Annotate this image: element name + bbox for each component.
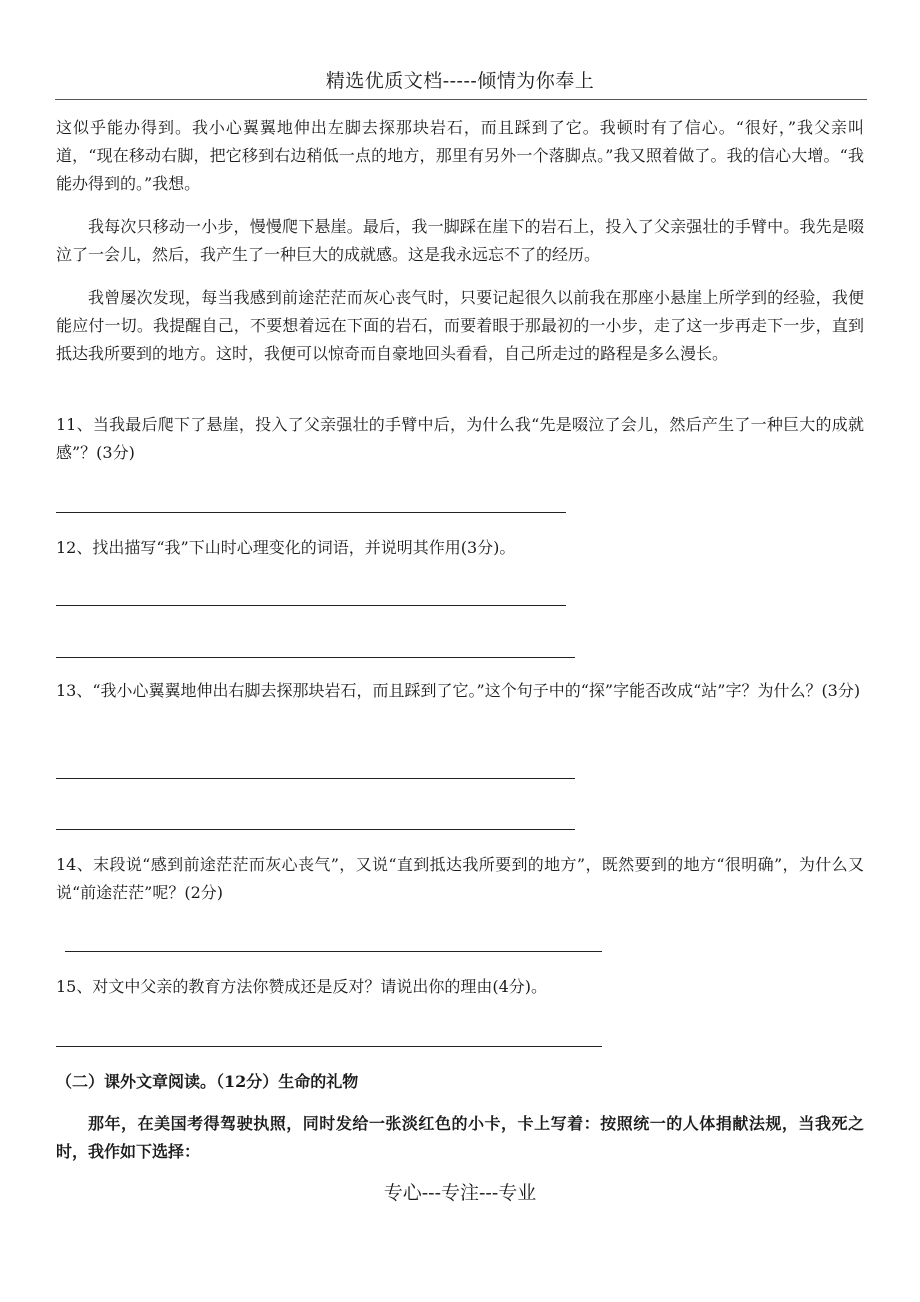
page-footer-text: 专心---专注---专业: [383, 1182, 537, 1204]
passage-paragraph-3: 我曾屡次发现，每当我感到前途茫茫而灰心丧气时，只要记起很久以前我在那座小悬崖上所学到的经验，我便能应付一切。我提醒自己，不要想着远在下面的岩石，而要着眼于那最初的一小步，走了这一步再走下一步，直到抵达我所要到的地方。这时，我便可以惊奇而自豪地回头看看，自己所走过的路程是多么漫长。: [56, 288, 864, 363]
question-12: 12、找出描写“我”下山时心理变化的词语，并说明其作用(3分)。: [56, 538, 516, 557]
header-divider: [55, 99, 867, 100]
section-2-paragraph-1: 那年，在美国考得驾驶执照，同时发给一张淡红色的小卡，卡上写着：按照统一的人体捐献法规，当我死之时，我作如下选择：: [56, 1114, 864, 1161]
question-13: 13、“我小心翼翼地伸出右脚去探那块岩石，而且踩到了它。”这个句子中的“探”字能否改成“站”字？为什么？(3分): [56, 681, 861, 700]
section-2-heading: （二）课外文章阅读。（12分）生命的礼物: [56, 1072, 359, 1091]
answer-line-q12-a[interactable]: [56, 605, 566, 606]
passage-paragraph-1: 这似乎能办得到。我小心翼翼地伸出左脚去探那块岩石，而且踩到了它。我顿时有了信心。“很好，”我父亲叫道，“现在移动右脚，把它移到右边稍低一点的地方，那里有另外一个落脚点。”我又照着做了。我的信心大增。“我能办得到的。”我想。: [56, 118, 864, 193]
question-15: 15、对文中父亲的教育方法你赞成还是反对？请说出你的理由(4分)。: [56, 977, 548, 996]
answer-line-q13-b[interactable]: [56, 829, 575, 830]
answer-line-q13-a[interactable]: [56, 778, 575, 779]
question-11: 11、当我最后爬下了悬崖，投入了父亲强壮的手臂中后，为什么我“先是啜泣了会儿，然后产生了一种巨大的成就感”？(3分): [56, 415, 864, 462]
answer-line-q14[interactable]: [65, 951, 602, 952]
question-14: 14、末段说“感到前途茫茫而灰心丧气”，又说“直到抵达我所要到的地方”，既然要到的地方“很明确”，为什么又说“前途茫茫”呢？(2分): [56, 855, 864, 902]
answer-line-q11[interactable]: [56, 512, 566, 513]
answer-line-q12-b[interactable]: [56, 657, 575, 658]
page-header-title: 精选优质文档-----倾情为你奉上: [325, 70, 595, 92]
passage-paragraph-2: 我每次只移动一小步，慢慢爬下悬崖。最后，我一脚踩在崖下的岩石上，投入了父亲强壮的手臂中。我先是啜泣了一会儿，然后，我产生了一种巨大的成就感。这是我永远忘不了的经历。: [56, 217, 864, 264]
answer-line-q15[interactable]: [56, 1046, 602, 1047]
